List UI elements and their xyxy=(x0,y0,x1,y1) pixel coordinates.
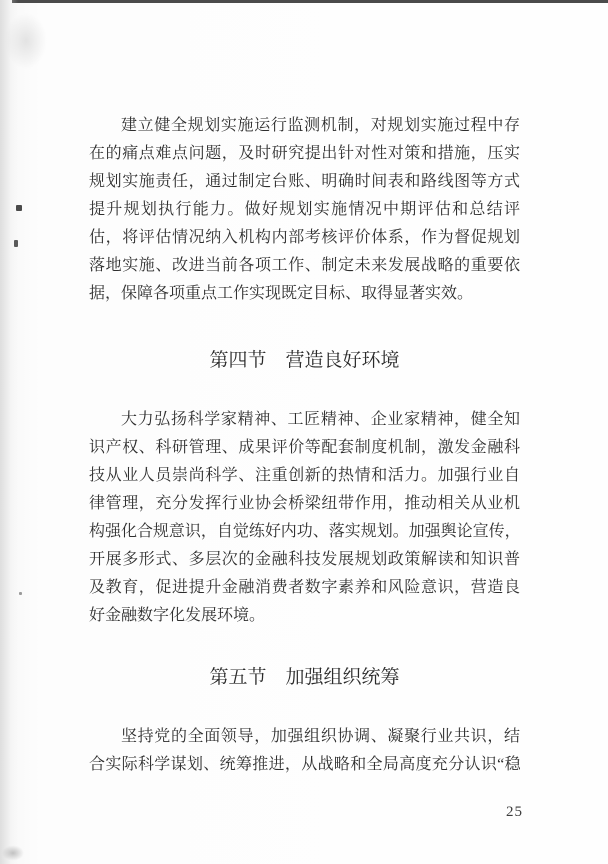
ink-speck-artifact xyxy=(19,592,22,595)
text-line: 在的痛点难点问题，及时研究提出针对性对策和措施，压实 xyxy=(89,145,520,162)
text-line: 及教育，促进提升金融消费者数字素养和风险意识，营造良 xyxy=(89,579,520,596)
text-line: 据，保障各项重点工作实现既定目标、取得显著实效。 xyxy=(89,285,474,302)
ink-speck-artifact xyxy=(16,205,22,211)
text-line: 落地实施、改进当前各项工作、制定未来发展战略的重要依 xyxy=(89,257,520,274)
paragraph xyxy=(89,723,520,779)
section-heading: 第四节 营造良好环境 xyxy=(209,350,400,371)
text-line: 律管理，充分发挥行业协会桥梁纽带作用，推动相关从业机 xyxy=(89,495,520,512)
text-line: 建立健全规划实施运行监测机制，对规划实施过程中存 xyxy=(121,117,520,134)
text-line: 坚持党的全面领导，加强组织协调、凝聚行业共识，结 xyxy=(121,728,520,745)
text-line: 规划实施责任，通过制定台账、明确时间表和路线图等方式 xyxy=(89,173,520,190)
page-number: 25 xyxy=(506,804,523,820)
paragraph xyxy=(89,406,520,630)
text-line: 估，将评估情况纳入机构内部考核评价体系，作为督促规划 xyxy=(89,229,520,246)
text-line: 提升规划执行能力。做好规划实施情况中期评估和总结评 xyxy=(89,201,520,218)
text-line: 开展多形式、多层次的金融科技发展规划政策解读和知识普 xyxy=(89,551,520,568)
text-line: 大力弘扬科学家精神、工匠精神、企业家精神，健全知 xyxy=(121,411,520,428)
text-line: 构强化合规意识，自觉练好内功、落实规划。加强舆论宣传， xyxy=(89,523,520,540)
scan-smudge-artifact xyxy=(0,6,52,76)
scan-left-shading-artifact xyxy=(0,0,18,864)
scan-smudge-artifact xyxy=(0,844,26,862)
scan-top-edge-artifact xyxy=(12,0,608,3)
section-heading: 第五节 加强组织统筹 xyxy=(209,667,400,688)
text-line: 识产权、科研管理、成果评价等配套制度机制，激发金融科 xyxy=(89,439,520,456)
text-line: 好金融数字化发展环境。 xyxy=(89,607,266,624)
text-line: 合实际科学谋划、统筹推进，从战略和全局高度充分认识“稳 xyxy=(89,756,520,773)
ink-speck-artifact xyxy=(14,240,18,247)
text-line: 技从业人员崇尚科学、注重创新的热情和活力。加强行业自 xyxy=(89,467,520,484)
paragraph xyxy=(89,112,520,308)
